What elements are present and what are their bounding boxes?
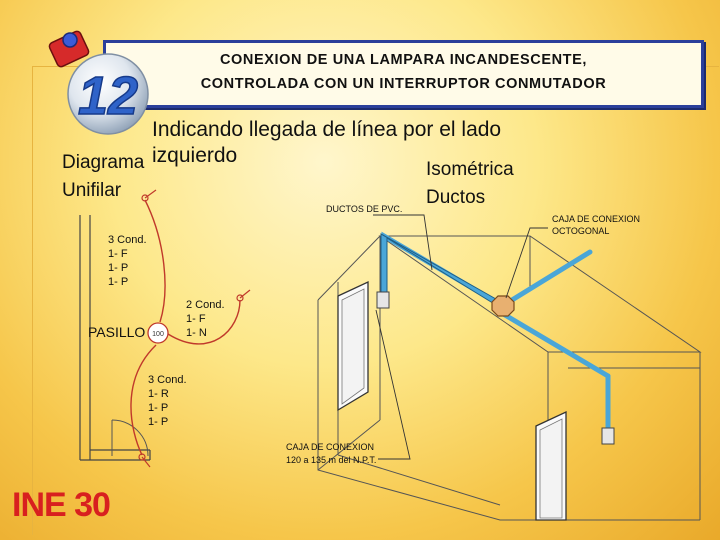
- ine-logo: INE 30: [12, 486, 110, 524]
- cable-right-label: 1- F: [186, 313, 206, 325]
- cable-bottom-label: 1- R: [148, 388, 169, 400]
- title-line-1: CONEXION DE UNA LAMPARA INCANDESCENTE,: [219, 52, 588, 68]
- title-line-2: CONTROLADA CON UN INTERRUPTOR CONMUTADOR: [200, 76, 607, 92]
- cable-bottom-label: 1- P: [148, 402, 169, 414]
- box-bottom-label: CAJA DE CONEXION: [286, 442, 375, 452]
- room-outline: [318, 236, 700, 520]
- pvc-ducts: [384, 236, 608, 430]
- cable-bottom-label: 3 Cond.: [148, 374, 187, 386]
- cable-top-label: 3 Cond.: [108, 234, 147, 246]
- door-right: [536, 412, 566, 520]
- cable-top-label: 1- P: [108, 276, 129, 288]
- duct-label: DUCTOS DE PVC.: [326, 204, 403, 214]
- cable-right-label: 1- N: [186, 327, 207, 339]
- subtitle-line-1: Indicando llegada de línea por el lado: [152, 118, 502, 141]
- switch-box-right: [602, 428, 614, 444]
- room-label: PASILLO: [88, 324, 146, 340]
- cable-top-label: 1- P: [108, 262, 129, 274]
- leader-lines: [373, 215, 548, 459]
- right-heading-line-1: Isométrica: [426, 159, 514, 180]
- lamp-label: 100: [152, 331, 164, 338]
- octagonal-junction-box: [492, 296, 514, 316]
- cable-bottom-label: 1- P: [148, 416, 169, 428]
- subtitle-line-2: izquierdo: [152, 144, 238, 167]
- box-top-label: OCTOGONAL: [552, 226, 610, 236]
- left-heading-line-2: Unifilar: [62, 180, 122, 201]
- left-heading-line-1: Diagrama: [62, 152, 145, 173]
- cable-top-label: 1- F: [108, 248, 128, 260]
- cable-right-label: 2 Cond.: [186, 299, 225, 311]
- pvc-duct-edges: [381, 234, 496, 305]
- door-left: [338, 282, 368, 410]
- box-bottom-label: 120 a 135 m del N.P.T.: [286, 455, 377, 465]
- badge-number: 12: [77, 66, 139, 126]
- box-top-label: CAJA DE CONEXION: [552, 214, 641, 224]
- right-heading-line-2: Ductos: [426, 187, 486, 208]
- switch-box-left: [377, 292, 389, 308]
